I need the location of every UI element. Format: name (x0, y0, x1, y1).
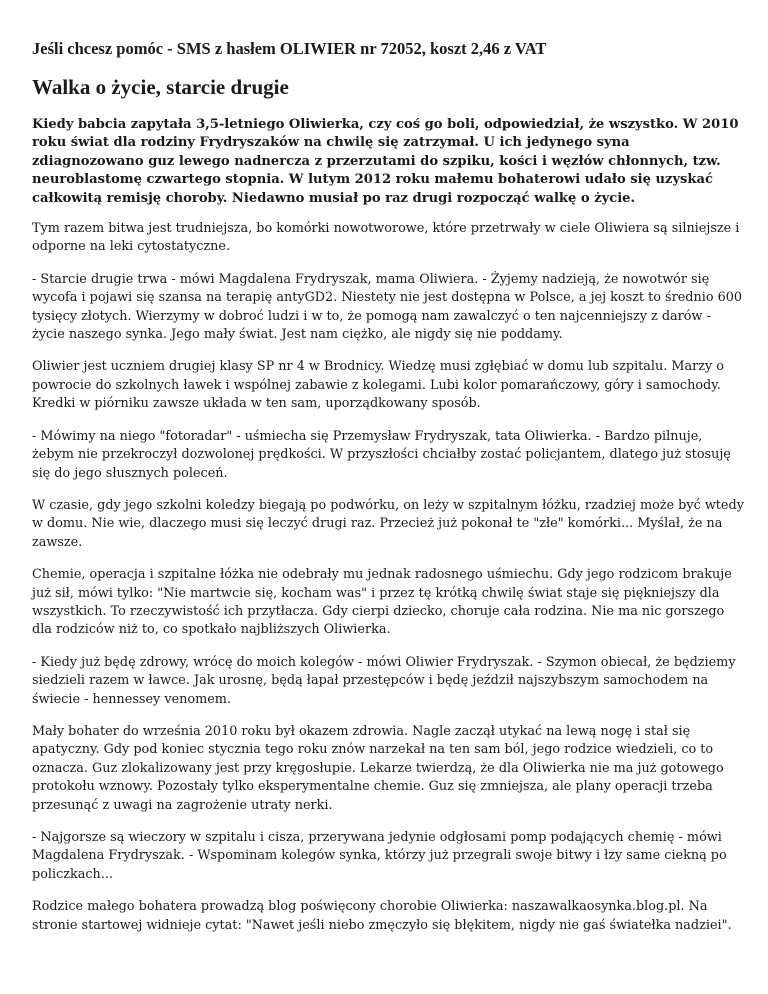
article-paragraph-5: W czasie, gdy jego szkolni koledzy biegają po podwórku, on leży w szpitalnym łóżku, rzadziej może być wtedy w domu. Nie wie, dlaczego musi się leczyć drugi raz. Przecież już pokonał te "złe" komórki... Myślał, że na zawsze. (32, 497, 744, 550)
sms-appeal-line: Jeśli chcesz pomóc - SMS z hasłem OLIWIER nr 72052, koszt 2,46 z VAT (32, 39, 547, 58)
article-paragraph-8: Mały bohater do września 2010 roku był okazem zdrowia. Nagle zaczął utykać na lewą nogę i stał się apatyczny. Gdy pod koniec stycznia tego roku znów narzekał na ten sam ból, jego rodzice wiedzieli, co to oznacza. Guz zlokalizowany jest przy kręgosłupie. Lekarze twierdzą, że dla Oliwierka nie ma już gotowego protokołu wznowy. Pozostały tylko eksperymentalne chemie. Guz się zmniejsza, ale plany operacji trzeba przesunąć z uwagi na zagrożenie utraty nerki. (32, 723, 724, 813)
article-paragraph-4: - Mówimy na niego "fotoradar" - uśmiecha się Przemysław Frydryszak, tata Oliwierka. - Bardzo pilnuje, żebym nie przekroczył dozwolonej prędkości. W przyszłości chciałby zostać policjantem, dlatego już stosuję się do jego słusznych poleceń. (32, 428, 731, 481)
article-paragraph-1: Tym razem bitwa jest trudniejsza, bo komórki nowotworowe, które przetrwały w ciele Oliwiera są silniejsze i odporne na leki cytostatyczne. (32, 221, 740, 255)
document-page (32, 38, 744, 949)
article-paragraph-9: - Najgorsze są wieczory w szpitalu i cisza, przerywana jedynie odgłosami pomp podających chemię - mówi Magdalena Frydryszak. - Wspominam kolegów synka, którzy już przegrali swoje bitwy i łzy same ciekną po policzkach... (32, 830, 727, 882)
article-lead: Kiedy babcia zapytała 3,5-letniego Oliwierka, czy coś go boli, odpowiedział, że wszystko. W 2010 roku świat dla rodziny Frydryszaków na chwilę się zatrzymał. U ich jedynego syna zdiagnozowano guz lewego nadnercza z przerzutami do szpiku, kości i węzłów chłonnych, tzw. neuroblastomę czwartego stopnia. W lutym 2012 roku małemu bohaterowi udało się uzyskać całkowitą remisję choroby. Niedawno musiał po raz drugi rozpocząć walkę o życie. (32, 117, 739, 206)
article-paragraph-7: - Kiedy już będę zdrowy, wrócę do moich kolegów - mówi Oliwier Frydryszak. - Szymon obiecał, że będziemy siedzieli razem w ławce. Jak urosnę, będą łapał przestępców i będę jeździł najszybszym samochodem na świecie - hennessey venomem. (32, 654, 736, 707)
article-paragraph-6: Chemie, operacja i szpitalne łóżka nie odebrały mu jednak radosnego uśmiechu. Gdy jego rodzicom brakuje już sił, mówi tylko: "Nie martwcie się, kocham was" i przez tę krótką chwilę świat staje się piękniejszy dla wszystkich. To rzeczywistość ich przytłacza. Gdy cierpi dziecko, choruje cała rodzina. Nie ma nic gorszego dla rodziców niż to, co spotkało najbliższych Oliwierka. (32, 567, 732, 638)
article-paragraph-3: Oliwier jest uczniem drugiej klasy SP nr 4 w Brodnicy. Wiedzę musi zgłębiać w domu lub szpitalu. Marzy o powrocie do szkolnych ławek i wspólnej zabawie z kolegami. Lubi kolor pomarańczowy, góry i samochody. Kredki w piórniku zawsze układa w ten sam, uporządkowany sposób. (32, 359, 724, 412)
article-paragraph-10: Rodzice małego bohatera prowadzą blog poświęcony chorobie Oliwierka: naszawalkaosynka.blog.pl. Na stronie startowej widnieje cytat: "Nawet jeśli niebo zmęczyło się błękitem, nigdy nie gaś światełka nadziei". (32, 899, 732, 933)
article-paragraph-2: - Starcie drugie trwa - mówi Magdalena Frydryszak, mama Oliwiera. - Żyjemy nadzieją, że nowotwór się wycofa i pojawi się szansa na terapię antyGD2. Niestety nie jest dostępna w Polsce, a jej koszt to średnio 600 tysięcy złotych. Wierzymy w dobroć ludzi i w to, że pomogą nam zawalczyć o ten najcenniejszy z darów - życie naszego synka. Jego mały świat. Jest nam ciężko, ale nigdy się nie poddamy. (32, 271, 743, 343)
article-title: Walka o życie, starcie drugie (32, 75, 289, 99)
